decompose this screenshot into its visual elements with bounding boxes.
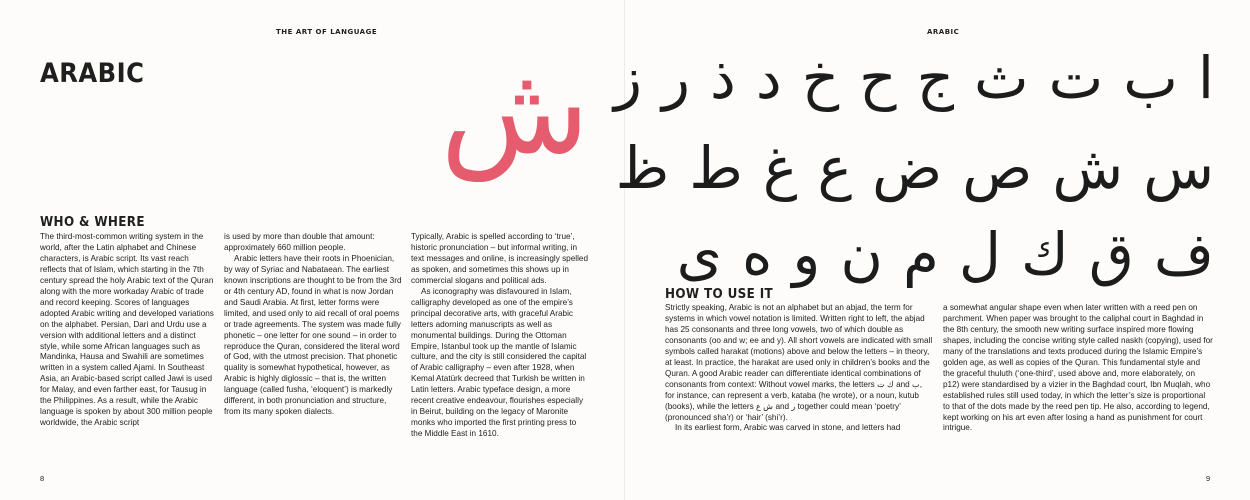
text-column-3 [411,232,589,440]
arabic-letter: م [902,220,939,288]
paragraph: is used by more than double that amount: approximately 660 million people. [224,232,375,252]
paragraph: Strictly speaking, Arabic is not an alphabet but an abjad, the term for systems in which vowel notation is limited. Written right to left, the abjad has 25 consonants and three long vowels, two of which double as consonants (oo and w; ee and y). All short vowels are indicated with small symbols called harakat (motions) above and below the letters – in theory, at least. In practice, the harakat are used only in children’s books and the Quran. A good Arabic reader can differentiate identical combinations of consonants from context: Without vowel marks, the letters ك ت and ب, for instance, can represent a verb, kataba (he wrote), or a noun, kutub (books), while the letters ش ع and ر together could mean ‘poetry’ (pronounced sha’r) or ‘hair’ (shi’r). [665,303,933,422]
arabic-letter: ف [1153,220,1214,288]
text-column-2 [224,232,404,418]
arabic-letter: ش [1052,134,1124,202]
hero-letter-shin: ش [440,39,590,181]
arabic-letter: ج [916,44,955,112]
arabic-letter: ا [1197,44,1214,112]
text-column-4 [665,303,933,434]
arabic-letter: ز [614,44,643,112]
arabic-letter: ر [662,44,691,112]
arabic-letter: ب [1123,44,1178,112]
arabic-letter: ن [840,220,883,288]
paragraph: Arabic letters have their roots in Phoenician, by way of Syriac and Nabataean. The earliest known inscriptions are thought to be from the 3rd or 4th century AD, found in what is now Jordan and Saudi Arabia. At first, letter forms were limited, and used only to aid recall of oral poems or trade agreements. The system was made fully phonetic – one letter for one sound – in order to reproduce the Quran, considered the literal word of God, with the utmost precision. That phonetic quality is somewhat hypothetical, however, as Arabic is highly diglossic – that is, the written language (called fusha, ‘eloquent’) is markedly different, in both pronunciation and structure, from its many spoken dialects. [224,253,402,417]
section-heading-how-to-use: HOW TO USE IT [665,287,774,302]
arabic-letter: د [755,44,782,112]
paragraph: In its earliest form, Arabic was carved in stone, and letters had [675,423,901,433]
page-title: ARABIC [40,58,145,89]
right-page [614,0,1250,500]
arabic-letter: ض [872,134,943,202]
running-head-left: THE ART OF LANGUAGE [276,28,378,36]
section-heading-who-where: WHO & WHERE [40,215,145,230]
arabic-letter: غ [762,134,798,202]
alphabet-row-3 [657,222,1214,286]
arabic-letter: ل [958,220,1002,288]
arabic-letter: ع [817,134,853,202]
text-column-1 [40,232,215,429]
paragraph: a somewhat angular shape even when later written with a reed pen on parchment. When paper was brought to the caliphal court in Baghdad in the 8th century, the smooth new writing surface inspired more flowing shapes, including the concise writing style called naskh (copying), used for many of the translations and texts produced during the Islamic Empire’s golden age, as well as copies of the Quran. This fundamental style and the graceful thuluth (‘one-third’, used above and, more elaborately, on p12) were standardised by a vizier in the Baghdad court, Ibn Muqlah, who established rules still used today, in which the letter’s size is proportional to that of the dots made by the reed pen tip. He also, according to legend, kept working on his art even after losing a hand as punishment for court intrigue. [943,303,1213,433]
left-page [0,0,620,500]
arabic-letter: ث [974,44,1029,112]
arabic-letter: ذ [710,44,736,112]
paragraph: Typically, Arabic is spelled according to ‘true’, historic pronunciation – but informal writing, in text messages and online, is increasingly spelled as spoken, and sometimes this shows up in commercial slogans and political ads. [411,232,589,285]
arabic-letter: ق [1088,220,1134,288]
running-head-right: ARABIC [927,28,960,36]
arabic-letter: ظ [615,134,670,202]
paragraph: As iconography was disfavoured in Islam, calligraphy developed as one of the empire’s principal decorative arts, with graceful Arabic letters adorning manuscripts as well as monumental buildings. During the Ottoman Empire, Istanbul took up the mantle of Islamic culture, and the city is still considered the capital of Arabic calligraphy – even after 1928, when Kemal Atatürk decreed that Turkish be written in Latin letters. Arabic typeface design, a more recent creative endeavour, flourishes especially in Beirut, building on the legacy of Maronite monks who imported the first printing press to the Middle East in 1610. [411,286,587,439]
arabic-letter: ى [676,220,722,288]
alphabet-row-2 [596,136,1214,200]
arabic-letter: ص [962,134,1033,202]
arabic-letter: و [792,220,821,288]
arabic-letter: ط [689,134,743,202]
page-number-left: 8 [40,474,45,483]
arabic-letter: ح [859,44,897,112]
alphabet-row-1 [594,46,1214,110]
arabic-letter: ت [1048,44,1104,112]
page-number-right: 9 [1206,474,1211,483]
arabic-letter: س [1143,134,1214,202]
arabic-letter: ك [1021,220,1069,288]
paragraph: The third-most-common writing system in the world, after the Latin alphabet and Chinese characters, is Arabic script. Its vast reach reflects that of Islam, which starting in the 7th century spread the holy Arabic text of the Quran along with the more workaday Arabic of trade and record keeping. Scores of languages adopted Arabic writing and developed variations on the alphabet. Persian, Dari and Urdu use a version with additional letters and a distinct style, while some African languages such as Mandinka, Hausa and Swahili are sometimes written in a system called Ajami. In Southeast Asia, an Arabic-based script called Jawi is used for Malay, and even farther east, for Tausug in the Philippines. As a result, while the Arabic language is spoken by about 300 million people worldwide, the Arabic script [40,232,214,428]
arabic-letter: خ [801,44,840,112]
arabic-letter: ه [741,220,773,288]
text-column-5 [943,303,1213,434]
